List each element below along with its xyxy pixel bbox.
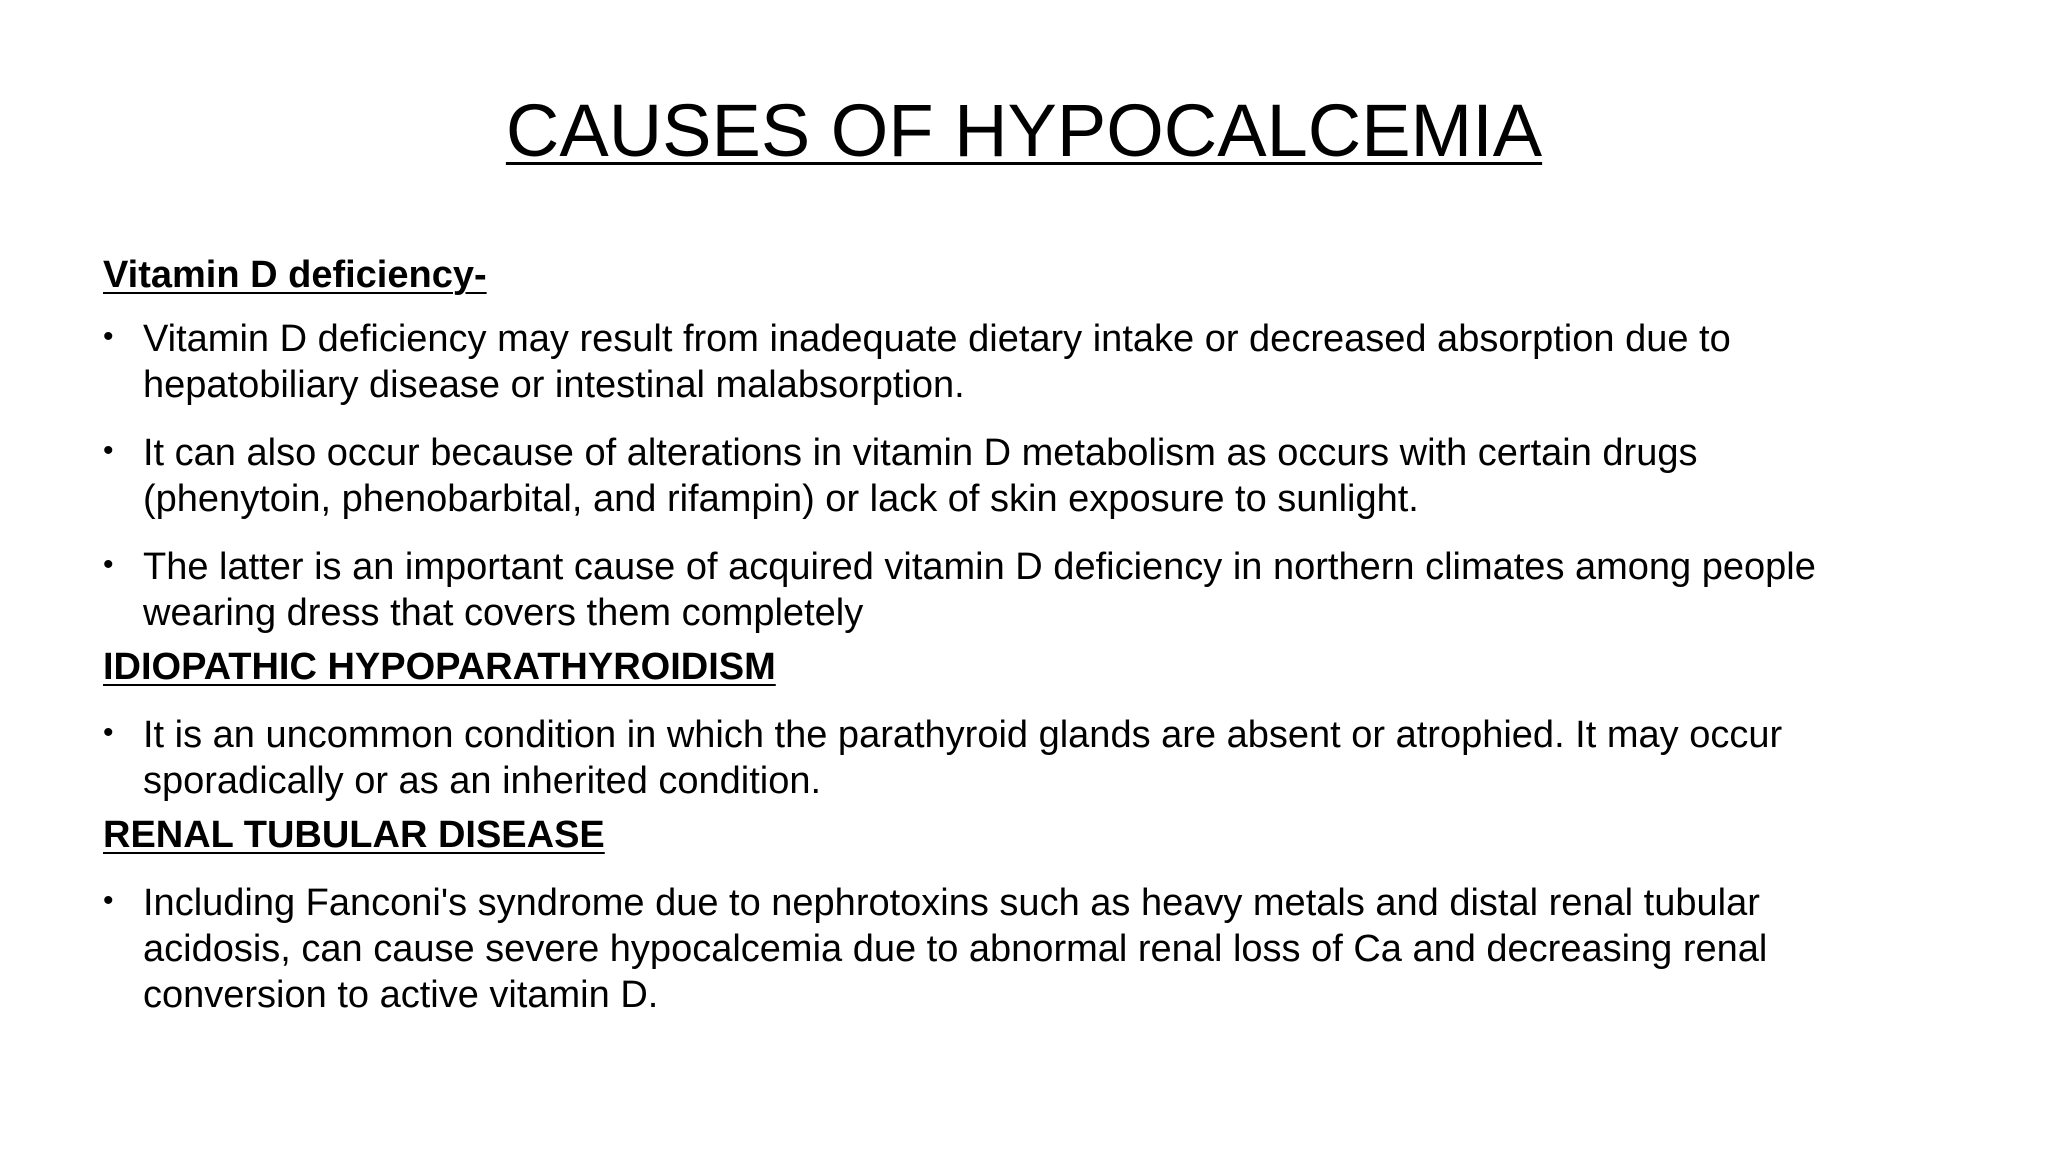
bullet-text: It is an uncommon condition in which the parathyroid glands are absent or atrophied. It may occur sporadically or as an inherited condition.	[143, 714, 1783, 802]
slide-body	[103, 252, 1863, 1018]
bullet-icon: •	[103, 434, 114, 467]
bullet-list	[103, 712, 1863, 804]
bullet-item	[103, 316, 1863, 408]
bullet-list	[103, 880, 1863, 1018]
bullet-text: It can also occur because of alterations in vitamin D metabolism as occurs with certain drugs (phenytoin, phenobarbital, and rifampin) or lack of skin exposure to sunlight.	[143, 432, 1698, 520]
bullet-text: Vitamin D deficiency may result from inadequate dietary intake or decreased absorption due to hepatobiliary disease or intestinal malabsorption.	[143, 318, 1731, 406]
section-heading: Vitamin D deficiency-	[103, 254, 487, 296]
section-idiopathic-hypoparathyroidism	[103, 644, 1863, 804]
bullet-icon: •	[103, 548, 114, 581]
slide-title: CAUSES OF HYPOCALCEMIA	[505, 89, 1543, 172]
section-vitamin-d-deficiency	[103, 252, 1863, 636]
bullet-text: Including Fanconi's syndrome due to nephrotoxins such as heavy metals and distal renal tubular acidosis, can cause severe hypocalcemia due to abnormal renal loss of Ca and decreasing renal conversion to active vitamin D.	[143, 882, 1768, 1016]
bullet-icon: •	[103, 884, 114, 917]
section-renal-tubular-disease	[103, 812, 1863, 1018]
section-heading: RENAL TUBULAR DISEASE	[103, 814, 605, 856]
bullet-item	[103, 430, 1863, 522]
bullet-item	[103, 880, 1863, 1018]
bullet-item	[103, 712, 1863, 804]
bullet-item	[103, 544, 1863, 636]
section-heading: IDIOPATHIC HYPOPARATHYROIDISM	[103, 646, 776, 688]
bullet-icon: •	[103, 320, 114, 353]
bullet-list	[103, 316, 1863, 636]
bullet-icon: •	[103, 716, 114, 749]
bullet-text: The latter is an important cause of acquired vitamin D deficiency in northern climates among people wearing dress that covers them completely	[143, 546, 1816, 634]
